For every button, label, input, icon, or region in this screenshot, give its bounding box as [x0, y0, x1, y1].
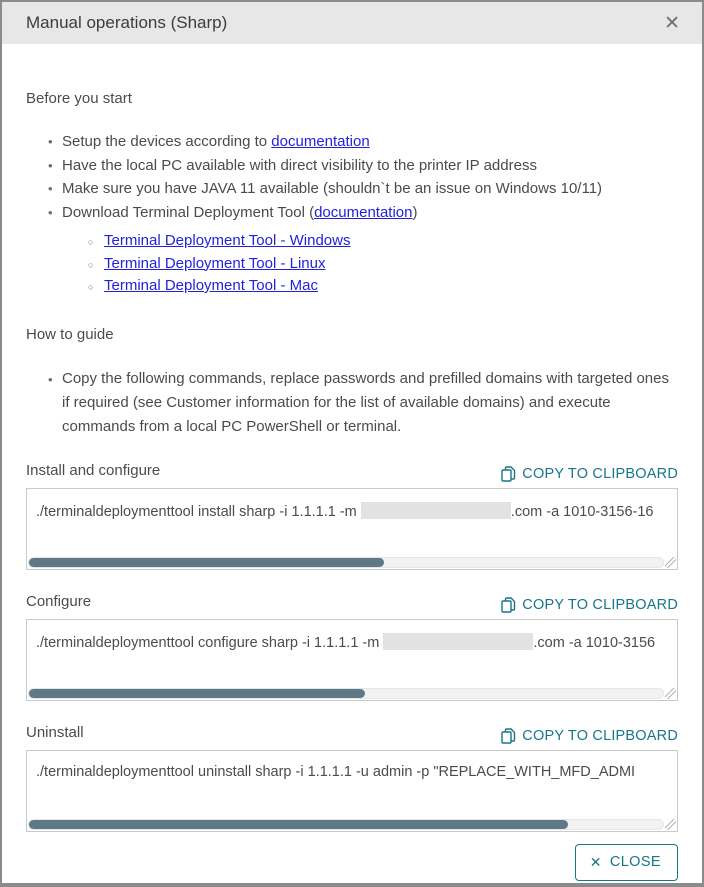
copy-icon: [501, 597, 516, 613]
copy-to-clipboard-button[interactable]: [501, 728, 678, 744]
uninstall-section: [26, 724, 678, 832]
list-item: • Make sure you have JAVA 11 available (shouldn`t be an issue on Windows 10/11): [48, 178, 678, 201]
how-to-guide-list: [26, 367, 678, 439]
dialog-footer: [2, 832, 702, 887]
horizontal-scrollbar[interactable]: [28, 688, 664, 699]
dialog-header: [2, 2, 702, 44]
command-text-pre: ./terminaldeploymenttool uninstall sharp -i 1.1.1.1 -u admin -p "REPLACE_WITH_MFD_ADMI: [36, 763, 636, 780]
uninstall-label: Uninstall: [26, 723, 84, 741]
configure-label: Configure: [26, 592, 92, 610]
before-you-start-list: [26, 131, 678, 298]
tdt-windows-link[interactable]: Terminal Deployment Tool - Windows: [104, 232, 351, 249]
install-command-box[interactable]: [26, 488, 678, 570]
close-icon[interactable]: ✕: [664, 12, 680, 34]
uninstall-command-box[interactable]: [26, 750, 678, 832]
scrollbar-thumb[interactable]: [29, 689, 365, 698]
download-links-list: [62, 230, 678, 298]
command-text-pre: ./terminaldeploymenttool configure sharp -i 1.1.1.1 -m: [36, 634, 384, 651]
configure-section: [26, 593, 678, 701]
documentation-link[interactable]: documentation: [271, 133, 370, 150]
copy-icon: [501, 728, 516, 744]
bullet-text: Download Terminal Deployment Tool (: [62, 203, 315, 221]
horizontal-scrollbar[interactable]: [28, 819, 664, 830]
copy-icon: [501, 466, 516, 482]
tdt-linux-link[interactable]: Terminal Deployment Tool - Linux: [104, 254, 326, 272]
command-text-pre: ./terminaldeploymenttool install sharp -i 1.1.1.1 -m: [36, 503, 361, 520]
command-text: [27, 751, 677, 780]
install-configure-label: Install and configure: [26, 461, 161, 479]
resize-grip[interactable]: [665, 688, 676, 699]
command-text: [27, 489, 677, 520]
configure-command-box[interactable]: [26, 619, 678, 701]
resize-grip[interactable]: [665, 557, 676, 568]
before-you-start-heading: Before you start: [26, 90, 132, 107]
redacted-domain: [361, 502, 511, 519]
how-to-guide-heading: How to guide: [26, 325, 114, 343]
bullet-text: Setup the devices according to: [62, 133, 272, 150]
command-text-post: .com -a 1010-3156-16: [510, 503, 654, 520]
list-item: [48, 202, 678, 298]
copy-to-clipboard-button[interactable]: [501, 597, 678, 613]
scrollbar-thumb[interactable]: [29, 558, 384, 567]
copy-label: COPY TO CLIPBOARD: [522, 596, 678, 613]
bullet-text: ): [412, 203, 418, 221]
close-button[interactable]: [575, 844, 678, 881]
list-item: [48, 131, 678, 154]
list-item: [90, 253, 678, 276]
dialog-body: [2, 44, 702, 832]
scrollbar-thumb[interactable]: [29, 820, 568, 829]
list-item: • Have the local PC available with direct visibility to the printer IP address: [48, 155, 678, 178]
close-button-x-icon: ✕: [589, 853, 602, 870]
install-configure-section: [26, 462, 678, 570]
copy-to-clipboard-button[interactable]: [501, 466, 678, 482]
list-item: • Copy the following commands, replace passwords and prefilled domains with targeted ones if required (see Customer information for the list of available domains) and execute commands from a local PC PowerShell or terminal.: [48, 367, 678, 439]
horizontal-scrollbar[interactable]: [28, 557, 664, 568]
list-item: [90, 275, 678, 298]
list-item: [90, 230, 678, 253]
dialog-title: Manual operations (Sharp): [26, 13, 228, 32]
copy-label: COPY TO CLIPBOARD: [522, 727, 678, 744]
copy-label: COPY TO CLIPBOARD: [522, 465, 678, 482]
command-text: [27, 620, 677, 651]
redacted-domain: [383, 633, 533, 650]
command-text-post: .com -a 1010-3156: [533, 634, 656, 651]
tdt-mac-link[interactable]: Terminal Deployment Tool - Mac: [104, 277, 318, 294]
resize-grip[interactable]: [665, 819, 676, 830]
tdt-documentation-link[interactable]: documentation: [314, 203, 413, 221]
close-button-label: CLOSE: [609, 854, 661, 870]
